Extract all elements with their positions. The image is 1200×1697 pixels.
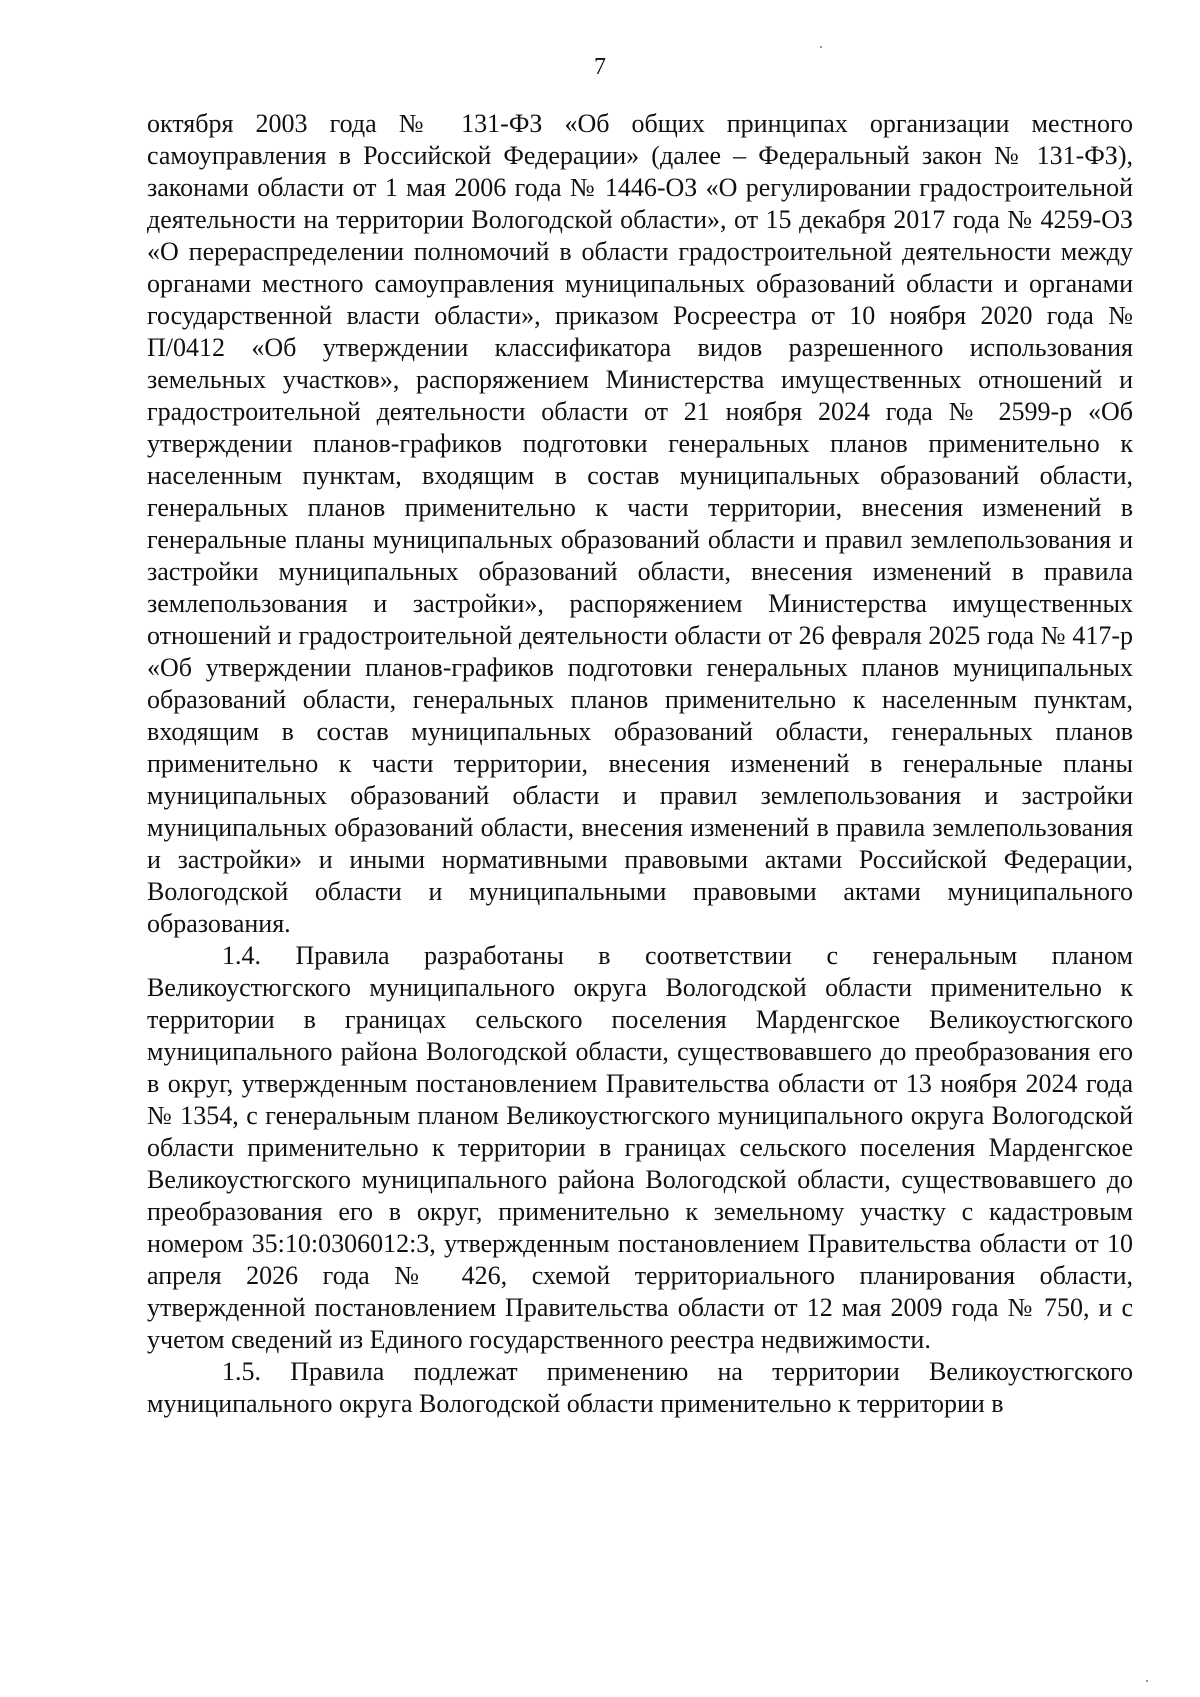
paragraph-1-5: 1.5. Правила подлежат применению на территории Великоустюгского муниципального округа Вологодской области применительно к территории в [147, 1357, 1133, 1418]
scan-speck [820, 46, 822, 48]
paragraph-legal-basis: октября 2003 года № 131-ФЗ «Об общих принципах организации местного самоуправления в Российской Федерации» (далее – Федеральный закон № 131-ФЗ), законами области от 1 мая 2006 года № 1446-ОЗ «О регулировании градостроительной деятельности на территории Вологодской области», от 15 декабря 2017 года № 4259-ОЗ «О перераспределении полномочий в области градостроительной деятельности между органами местного самоуправления муниципальных образований области и органами государственной власти области», приказом Росреестра от 10 ноября 2020 года № П/0412 «Об утверждении классификатора видов разрешенного использования земельных участков», распоряжением Министерства имущественных отношений и градостроительной деятельности области от 21 ноября 2024 года № 2599-р «Об утверждении планов-графиков подготовки генеральных планов применительно к населенным пунктам, входящим в состав муниципальных образований области, генеральных планов применительно к части территории, внесения изменений в генеральные планы муниципальных образований области и правил землепользования и застройки муниципальных образований области, внесения изменений в правила землепользования и застройки», распоряжением Министерства имущественных отношений и градостроительной деятельности области от 26 февраля 2025 года № 417-р «Об утверждении планов-графиков подготовки генеральных планов муниципальных образований области, генеральных планов применительно к населенным пунктам, входящим в состав муниципальных образований области, генеральных планов применительно к части территории, внесения изменений в генеральные планы муниципальных образований области и правил землепользования и застройки муниципальных образований области, внесения изменений в правила землепользования и застройки» и иными нормативными правовыми актами Российской Федерации, Вологодской области и муниципальными правовыми актами муниципального образования. [147, 109, 1133, 938]
document-body [147, 108, 1133, 1420]
scan-speck [1146, 1680, 1148, 1682]
page-number: 7 [594, 54, 606, 80]
paragraph-1-4: 1.4. Правила разработаны в соответствии с генеральным планом Великоустюгского муниципального округа Вологодской области применительно к территории в границах сельского поселения Марденгское Великоустюгского муниципального района Вологодской области, существовавшего до преобразования его в округ, утвержденным постановлением Правительства области от 13 ноября 2024 года № 1354, с генеральным планом Великоустюгского муниципального округа Вологодской области применительно к территории в границах сельского поселения Марденгское Великоустюгского муниципального района Вологодской области, существовавшего до преобразования его в округ, применительно к земельному участку с кадастровым номером 35:10:0306012:3, утвержденным постановлением Правительства области от 10 апреля 2026 года № 426, схемой территориального планирования области, утвержденной постановлением Правительства области от 12 мая 2009 года № 750, и с учетом сведений из Единого государственного реестра недвижимости. [147, 941, 1133, 1354]
